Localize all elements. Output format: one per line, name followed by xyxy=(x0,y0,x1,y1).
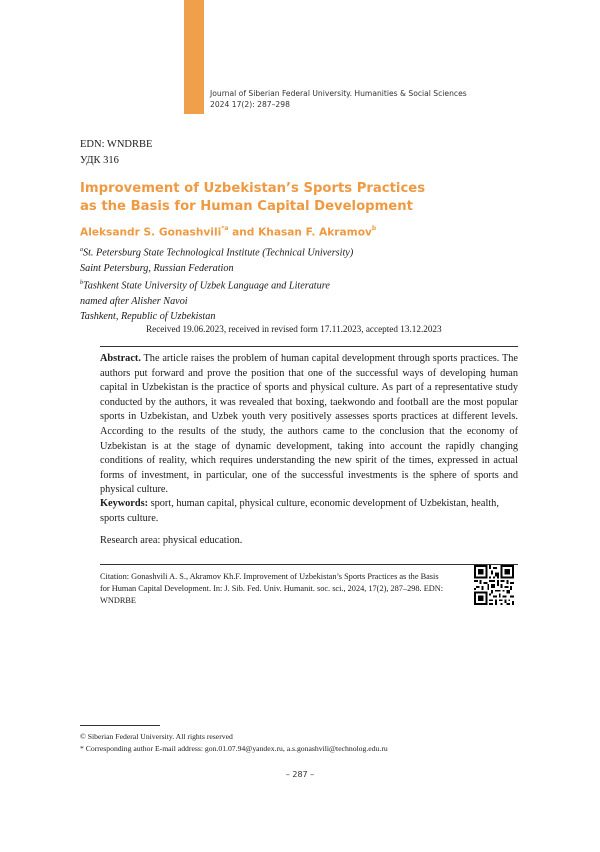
affiliation-b-marker: b xyxy=(80,280,83,287)
author-name-2: Khasan F. Akramov xyxy=(258,226,372,239)
affiliation-a xyxy=(80,243,353,261)
author-name-1: Aleksandr S. Gonashvili xyxy=(80,226,222,239)
abstract-label: Abstract. xyxy=(100,353,141,364)
qr-code-icon[interactable] xyxy=(474,565,514,605)
journal-accent-bar xyxy=(184,0,204,114)
research-area: Research area: physical education. xyxy=(100,535,243,546)
journal-header xyxy=(210,88,467,110)
keywords xyxy=(100,497,518,526)
affiliation-a-marker: a xyxy=(80,247,83,253)
udk-code: УДК 316 xyxy=(80,155,119,166)
copyright-notice: © Siberian Federal University. All rights reserved xyxy=(80,732,233,741)
affiliation-b-institution: Tashkent State University of Uzbek Language and Literature xyxy=(83,280,330,292)
affiliation-b-location: Tashkent, Republic of Uzbekistan xyxy=(80,311,216,323)
affiliation-a-location: Saint Petersburg, Russian Federation xyxy=(80,262,234,274)
received-dates: Received 19.06.2023, received in revised form 17.11.2023, accepted 13.12.2023 xyxy=(146,324,442,334)
footnote-rule xyxy=(80,725,160,726)
citation-top-rule xyxy=(100,564,518,565)
abstract xyxy=(100,352,518,498)
page-number: – 287 – xyxy=(285,770,315,779)
journal-title: Journal of Siberian Federal University. Humanities & Social Sciences xyxy=(210,89,467,98)
keywords-label: Keywords: xyxy=(100,498,149,509)
author-1-marker: *a xyxy=(221,225,229,232)
keywords-text: sport, human capital, physical culture, economic development of Uzbekistan, health, sports culture. xyxy=(100,498,499,524)
author-2-marker: b xyxy=(371,225,377,232)
corresponding-author-note: * Corresponding author E-mail address: gon.01.07.94@yandex.ru, a.s.gonashvili@technolog.edu.ru xyxy=(80,743,388,753)
article-title xyxy=(80,180,425,216)
affiliation-b-institution-cont: named after Alisher Navoi xyxy=(80,296,188,307)
edn-code: EDN: WNDRBE xyxy=(80,139,153,150)
footnotes xyxy=(80,731,388,754)
author-list xyxy=(80,226,376,239)
author-connector: and xyxy=(228,226,259,239)
abstract-text: The article raises the problem of human capital development through sports practices. The authors put forward and prove the position that one of the successful ways of developing human capital in Uzbekistan is the practice of sports and physical culture. As part of a representative study conducted by the authors, it was revealed that boxing, taekwondo and football are the most popular sports in Uzbekistan, and Uzbek youth very positively assesses sports practices at different levels. According to the results of the study, the authors came to the conclusion that the economy of Uzbekistan is at the stage of dynamic development, taking into account the rapidly changing conditions of reality, which requires understanding the new spirit of the times, expressed in actual forms of investment, in particular, one of the successful investments is the sphere of sports and physical culture. xyxy=(100,353,518,496)
affiliation-b xyxy=(80,276,353,294)
abstract-top-rule xyxy=(100,346,518,347)
article-title-line1: Improvement of Uzbekistan’s Sports Practices xyxy=(80,181,426,196)
article-title-line2: as the Basis for Human Capital Development xyxy=(80,199,413,214)
citation: Citation: Gonashvili A. S., Akramov Kh.F. Improvement of Uzbekistan’s Sports Practices as the Basis for Human Capital Development. In: J. Sib. Fed. Univ. Humanit. soc. sci., 2024, 17(2), 287–298. EDN: WNDRBE xyxy=(100,572,444,606)
affiliations xyxy=(80,243,353,325)
affiliation-a-institution: St. Petersburg State Technological Institute (Technical University) xyxy=(83,247,354,259)
journal-issue: 2024 17(2): 287–298 xyxy=(210,100,290,109)
